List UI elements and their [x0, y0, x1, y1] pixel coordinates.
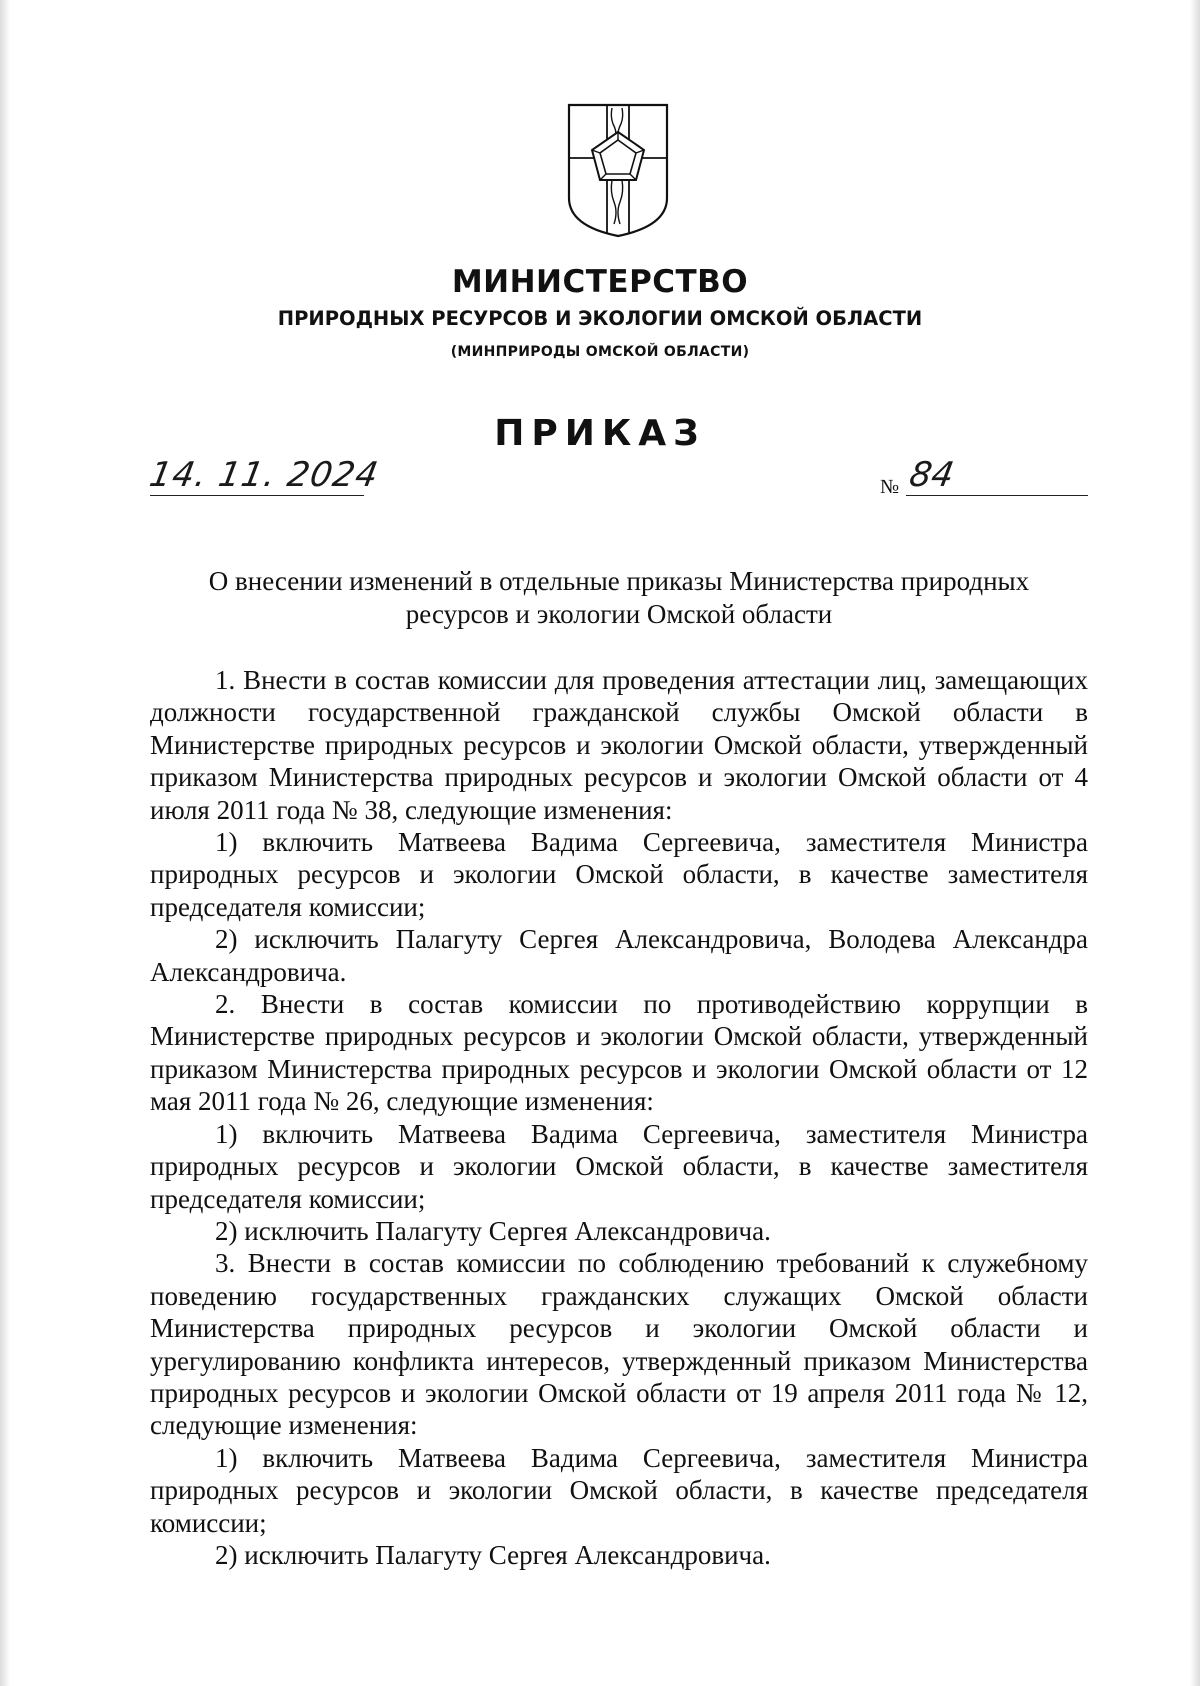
order-number: 84: [906, 455, 957, 495]
body-paragraph: 1) включить Матвеева Вадима Сергеевича, заместителя Министра природных ресурсов и экологии Омской области, в качестве председателя комиссии;: [150, 1442, 1088, 1538]
document-title-line-2: ресурсов и экологии Омской области: [405, 599, 833, 629]
order-date: 14. 11. 2024: [146, 455, 382, 495]
body-paragraph: 2. Внести в состав комиссии по противодействию коррупции в Министерстве природных ресурсов и экологии Омской области, утвержденный приказом Министерства природных ресурсов и экологии Омской области от 12 мая 2011 года № 26, следующие изменения:: [150, 989, 1088, 1117]
document-title: [150, 565, 1088, 631]
body-paragraph: 2) исключить Палагуту Сергея Александровича, Володева Александра Александровича.: [150, 924, 1088, 987]
ministry-short-name: (МИНПРИРОДЫ ОМСКОЙ ОБЛАСТИ): [450, 344, 750, 360]
ministry-name: МИНИСТЕРСТВО: [451, 264, 749, 300]
date-underline: [150, 495, 364, 496]
body-paragraph: 3. Внести в состав комиссии по соблюдению требований к служебному поведению государственных гражданских служащих Омской области Министерства природных ресурсов и экологии Омской области и урегулированию конфликта интересов, утвержденный приказом Министерства природных ресурсов и экологии Омской области от 19 апреля 2011 года № 12, следующие изменения:: [150, 1248, 1088, 1441]
body-paragraph: 2) исключить Палагуту Сергея Александровича.: [215, 1215, 771, 1246]
document-type-title: ПРИКАЗ: [494, 413, 706, 454]
body-paragraph: 1) включить Матвеева Вадима Сергеевича, заместителя Министра природных ресурсов и экологии Омской области, в качестве заместителя председателя комиссии;: [150, 827, 1088, 922]
document-title-line-1: О внесении изменений в отдельные приказы Министерства природных: [208, 566, 1030, 596]
body-paragraph: 2) исключить Палагуту Сергея Александровича.: [215, 1539, 771, 1570]
ministry-full-name: ПРИРОДНЫХ РЕСУРСОВ И ЭКОЛОГИИ ОМСКОЙ ОБЛАСТИ: [277, 307, 923, 330]
scan-edge-left: [0, 0, 10, 1686]
coat-of-arms-icon: [566, 102, 670, 238]
number-underline: [906, 495, 1088, 496]
number-sign: №: [880, 476, 900, 498]
scan-edge-right: [1190, 0, 1200, 1686]
body-paragraph: 1) включить Матвеева Вадима Сергеевича, заместителя Министра природных ресурсов и экологии Омской области, в качестве заместителя председателя комиссии;: [150, 1118, 1088, 1214]
document-body: [150, 664, 1088, 1571]
body-paragraph: 1. Внести в состав комиссии для проведения аттестации лиц, замещающих должности государственной гражданской службы Омской области в Министерстве природных ресурсов и экологии Омской области, утвержденный приказом Министерства природных ресурсов и экологии Омской области от 4 июля 2011 года № 38, следующие изменения:: [150, 665, 1088, 825]
